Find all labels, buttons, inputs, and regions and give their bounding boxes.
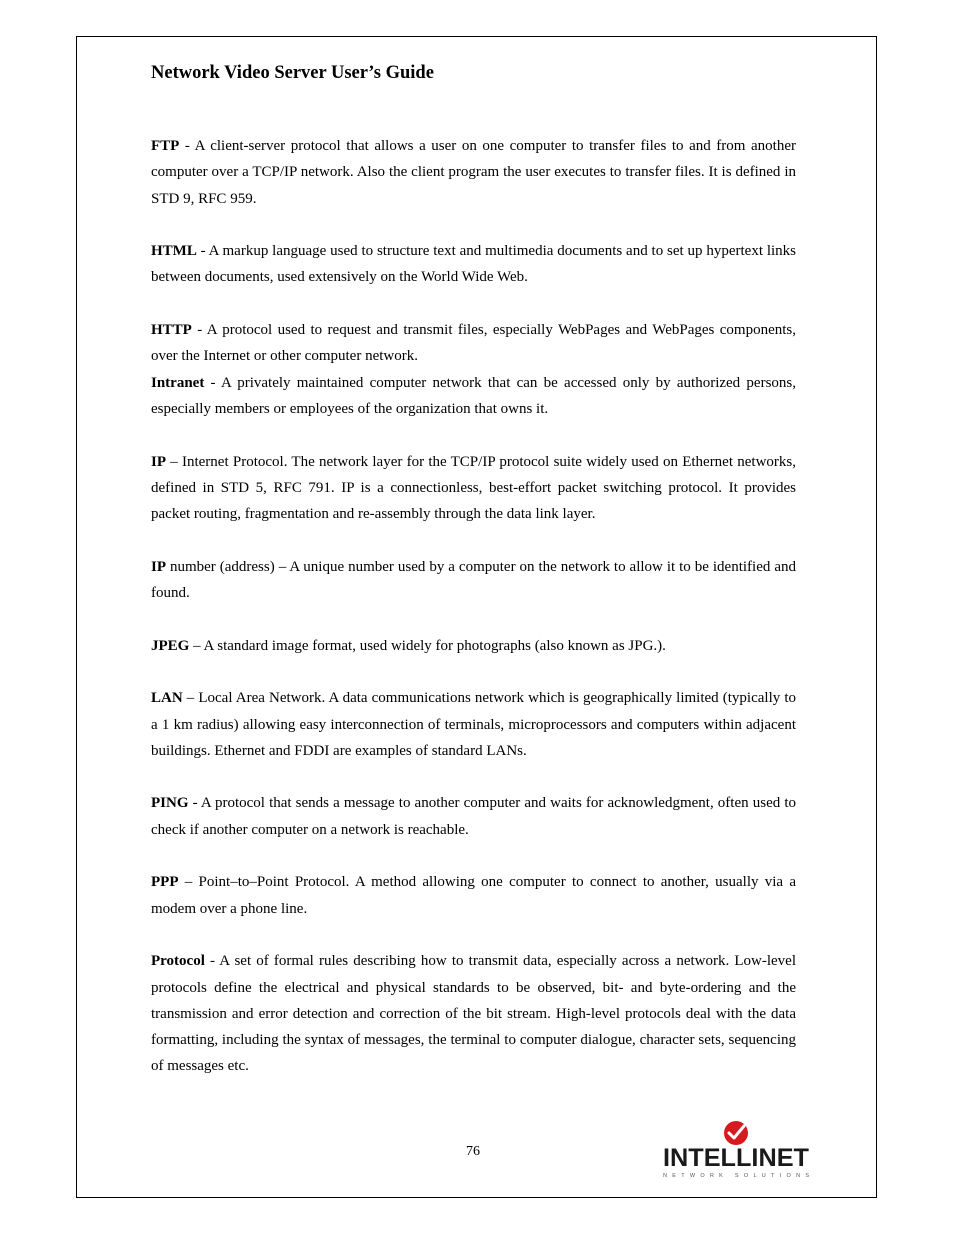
entry-term: IP — [151, 558, 166, 575]
glossary-entry-ip-number — [151, 554, 796, 607]
entry-term: HTML — [151, 243, 197, 260]
entry-definition: - A markup language used to structure text and multimedia documents and to set up hypertext links between documents, used extensively on the World Wide Web. — [151, 243, 796, 286]
glossary-entry-jpeg — [151, 633, 796, 659]
entry-definition: number (address) – A unique number used by a computer on the network to allow it to be identified and found. — [151, 558, 796, 602]
entry-definition: – Internet Protocol. The network layer for the TCP/IP protocol suite widely used on Ethernet networks, defined in STD 5, RFC 791. IP is a connectionless, best-effort packet switching protocol. It provides packet routing, fragmentation and re-assembly through the data link layer. — [151, 453, 796, 523]
entry-definition: - A protocol that sends a message to another computer and waits for acknowledgment, often used to check if another computer on a network is reachable. — [151, 795, 796, 838]
entry-definition: – A standard image format, used widely for photographs (also known as JPG.). — [189, 637, 666, 654]
entry-definition: – Local Area Network. A data communications network which is geographically limited (typically to a 1 km radius) allowing easy interconnection of terminals, microprocessors and computers within adjacent buildings. Ethernet and FDDI are examples of standard LANs. — [151, 690, 796, 759]
entry-definition: - A set of formal rules describing how to transmit data, especially across a network. Low-level protocols define the electrical and physical standards to be observed, bit- and byte-ordering and the transmission and error detection and correction of the bit stream. High-level protocols deal with the data formatting, including the syntax of messages, the terminal to computer dialogue, character sets, sequencing of messages etc. — [151, 953, 796, 1075]
glossary-entry-protocol — [151, 948, 796, 1079]
entry-term: HTTP — [151, 322, 192, 339]
glossary-entry-intranet — [151, 370, 796, 423]
glossary-entry-lan — [151, 685, 796, 764]
glossary-entry-http — [151, 317, 796, 370]
glossary-entries — [151, 133, 796, 1080]
page-number: 76 — [466, 1144, 480, 1159]
entry-term: FTP — [151, 138, 180, 154]
entry-definition: - A privately maintained computer network that can be accessed only by authorized persons, especially members or employees of the organization that owns it. — [151, 374, 796, 417]
logo-wordmark: INTELLINET — [663, 1144, 809, 1172]
entry-term: LAN — [151, 690, 183, 707]
entry-term: Intranet — [151, 374, 205, 391]
entry-term: Protocol — [151, 953, 205, 970]
glossary-entry-ping — [151, 790, 796, 843]
page-title: Network Video Server User’s Guide — [151, 63, 434, 83]
entry-definition: - A client-server protocol that allows a user on one computer to transfer files to and from another computer over a TCP/IP network. Also the client program the user executes to transfer files. It is defined in STD 9, RFC 959. — [151, 138, 796, 207]
entry-term: PPP — [151, 874, 179, 891]
glossary-entry-ftp — [151, 133, 796, 212]
entry-term: PING — [151, 795, 189, 812]
entry-term: IP — [151, 453, 166, 470]
glossary-entry-html — [151, 238, 796, 291]
intellinet-logo — [660, 1118, 812, 1180]
glossary-entry-ip — [151, 449, 796, 528]
entry-definition: - A protocol used to request and transmit files, especially WebPages and WebPages components, over the Internet or other computer network. — [151, 322, 796, 365]
glossary-entry-ppp — [151, 869, 796, 922]
logo-tagline: NETWORK SOLUTIONS — [663, 1173, 809, 1179]
entry-term: JPEG — [151, 637, 190, 654]
entry-definition: – Point–to–Point Protocol. A method allowing one computer to connect to another, usually via a modem over a phone line. — [151, 874, 796, 917]
